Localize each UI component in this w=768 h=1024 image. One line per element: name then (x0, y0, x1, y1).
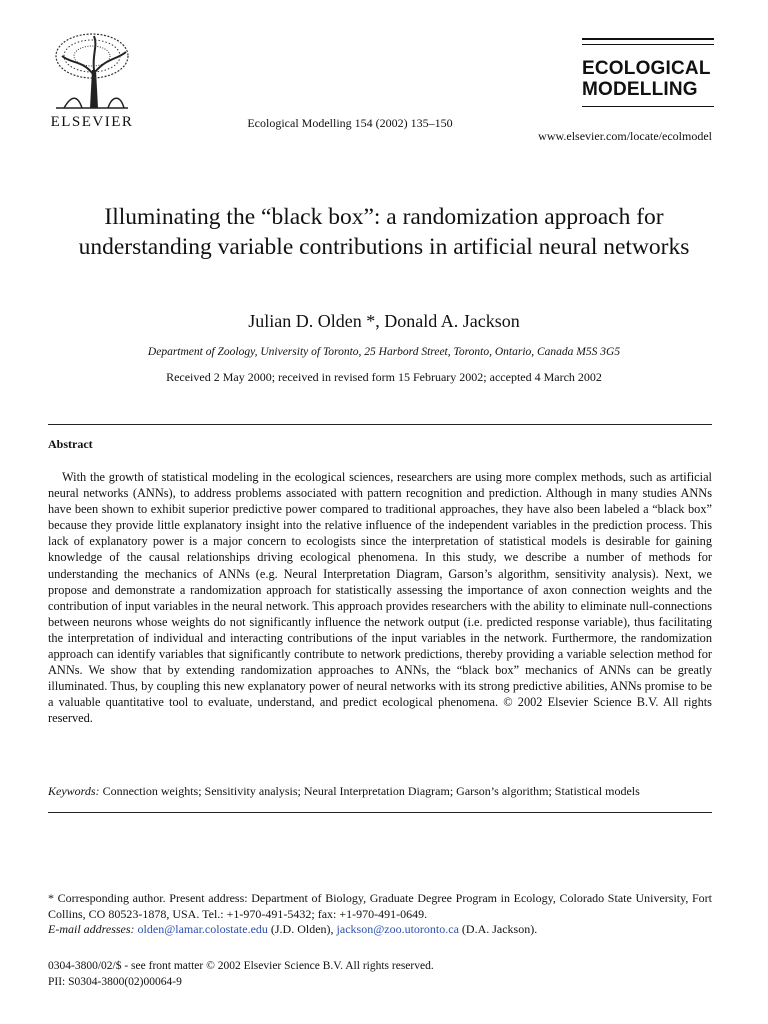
journal-title-line2: MODELLING (582, 79, 698, 100)
email-label: E-mail addresses: (48, 922, 135, 936)
email-link-olden[interactable]: olden@lamar.colostate.edu (137, 922, 268, 936)
email-owner-olden: (J.D. Olden), (270, 922, 334, 936)
elsevier-logo (44, 30, 140, 132)
abstract-text: With the growth of statistical modeling in the ecological sciences, researchers are using more complex methods, such as artificial neural networks (ANNs), to address problems associated with pattern recognition and prediction. Although in many studies ANNs have been shown to exhibit superior predictive power compared to traditional approaches, they have also been labeled a “black box” because they provide little explanatory insight into the relative influence of the independent variables in the prediction process. This lack of explanatory power is a major concern to ecologists since the interpretation of statistical models is desirable for gaining knowledge of the causal relationships driving ecological phenomena. In this study, we describe a number of methods for understanding the mechanics of ANNs (e.g. Neural Interpretation Diagram, Garson’s algorithm, sensitivity analysis). Next, we propose and demonstrate a randomization approach for statistically assessing the importance of axon connection weights and the contribution of input variables in the neural network. This approach provides researchers with the ability to eliminate null-connections between neurons whose weights do not significantly influence the network output (i.e. predicted response variable), thus facilitating the interpretation of individual and interacting contributions of the input variables in the network. Furthermore, the randomization approach can identify variables that significantly contribute to network predictions, thereby providing a variable selection method for ANNs. We show that by extending randomization approaches to ANNs, the “black box” mechanics of ANNs can be greatly illuminated. Thus, by coupling this new explanatory power of neural networks with its strong predictive abilities, ANNs promise to be a valuable quantitative tool to evaluate, understand, and predict ecological phenomena. © 2002 Elsevier Science B.V. All rights reserved. (48, 470, 712, 726)
elsevier-tree-icon (52, 30, 132, 110)
journal-citation: Ecological Modelling 154 (2002) 135–150 (247, 116, 453, 130)
abstract-rule-top (48, 424, 712, 425)
footnote (48, 891, 712, 938)
journal-rule-thin (582, 44, 714, 45)
email-line (48, 922, 712, 938)
keywords-label: Keywords: (48, 784, 100, 798)
journal-rule-top (582, 38, 714, 40)
email-link-jackson[interactable]: jackson@zoo.utoronto.ca (336, 922, 459, 936)
journal-title-line1: ECOLOGICAL (582, 58, 711, 79)
corresponding-author-note: * Corresponding author. Present address: Department of Biology, Graduate Degree Program in Ecology, Colorado State University, Fort Collins, CO 80523-1878, USA. Tel.: +1-970-491-5432; fax: +1-970-491-0649. (48, 891, 712, 921)
author-affiliation: Department of Zoology, University of Toronto, 25 Harbord Street, Toronto, Ontario, Canada M5S 3G5 (147, 346, 621, 358)
abstract-rule-bottom (48, 812, 712, 813)
keywords (48, 784, 712, 799)
email-owner-jackson: (D.A. Jackson). (461, 922, 538, 936)
journal-url[interactable]: www.elsevier.com/locate/ecolmodel (538, 129, 712, 143)
received-dates: Received 2 May 2000; received in revised form 15 February 2002; accepted 4 March 2002 (166, 370, 602, 384)
article-title: Illuminating the “black box”: a randomization approach for understanding variable contributions in artificial neural networks (78, 204, 690, 260)
article-authors: Julian D. Olden *, Donald A. Jackson (248, 311, 520, 331)
abstract-heading: Abstract (48, 437, 93, 451)
pii-line: PII: S0304-3800(02)00064-9 (48, 976, 182, 988)
copyright-footer (48, 958, 712, 990)
front-matter-line: 0304-3800/02/$ - see front matter © 2002 Elsevier Science B.V. All rights reserved. (48, 960, 434, 972)
publisher-name: ELSEVIER (50, 114, 134, 130)
journal-rule-bottom (582, 106, 714, 107)
journal-title (582, 58, 722, 100)
keywords-text: Connection weights; Sensitivity analysis; Neural Interpretation Diagram; Garson’s algorithm; Statistical models (102, 784, 640, 798)
